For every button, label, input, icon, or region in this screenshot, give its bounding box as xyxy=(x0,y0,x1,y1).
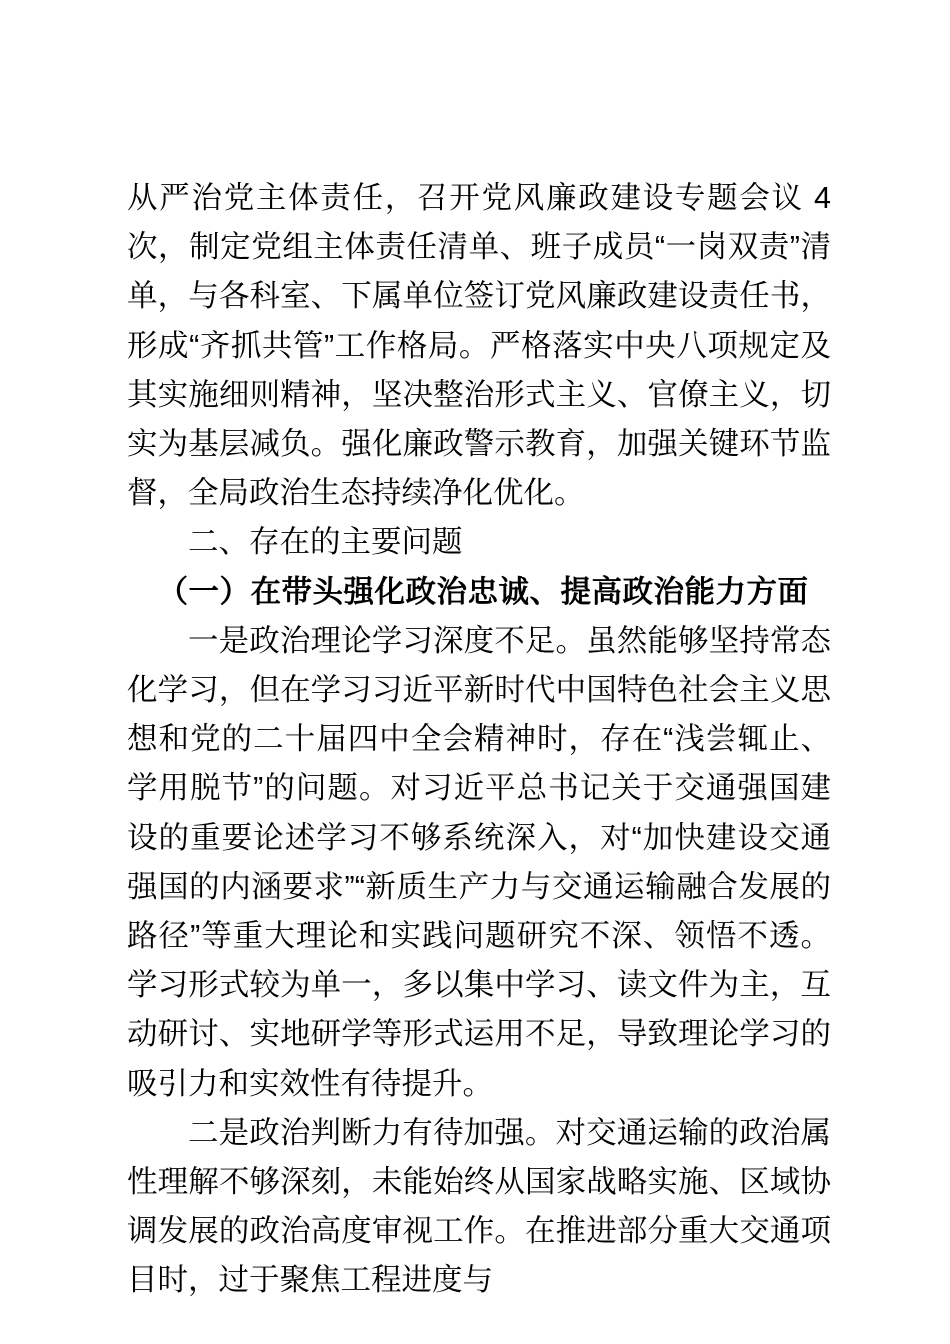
sub-heading-political-loyalty: （一）在带头强化政治忠诚、提高政治能力方面 xyxy=(157,574,809,609)
paragraph-point-one: 一是政治理论学习深度不足。虽然能够坚持常态化学习，但在学习习近平新时代中国特色社会主义思想和党的二十届四中全会精神时，存在“浅尝辄止、学用脱节”的问题。对习近平总书记关于交通强国建设的重要论述学习不够系统深入，对“加快建设交通强国的内涵要求”“新质生产力与交通运输融合发展的路径”等重大理论和实践问题研究不深、领悟不透。学习形式较为单一，多以集中学习、读文件为主，互动研讨、实地研学等形式运用不足，导致理论学习的吸引力和实效性有待提升。 xyxy=(127,623,831,1101)
page-text-column xyxy=(127,174,831,1306)
paragraph-point-two: 二是政治判断力有待加强。对交通运输的政治属性理解不够深刻，未能始终从国家战略实施、区域协调发展的政治高度审视工作。在推进部分重大交通项目时，过于聚焦工程进度与 xyxy=(127,1115,831,1298)
paragraph-continuation: 从严治党主体责任，召开党风廉政建设专题会议 4 次，制定党组主体责任清单、班子成员“一岗双责”清单，与各科室、下属单位签订党风廉政建设责任书，形成“齐抓共管”工作格局。严格落实中央八项规定及其实施细则精神，坚决整治形式主义、官僚主义，切实为基层减负。强化廉政警示教育，加强关键环节监督，全局政治生态持续净化优化。 xyxy=(127,181,831,511)
section-heading-existing-problems: 二、存在的主要问题 xyxy=(188,525,463,560)
